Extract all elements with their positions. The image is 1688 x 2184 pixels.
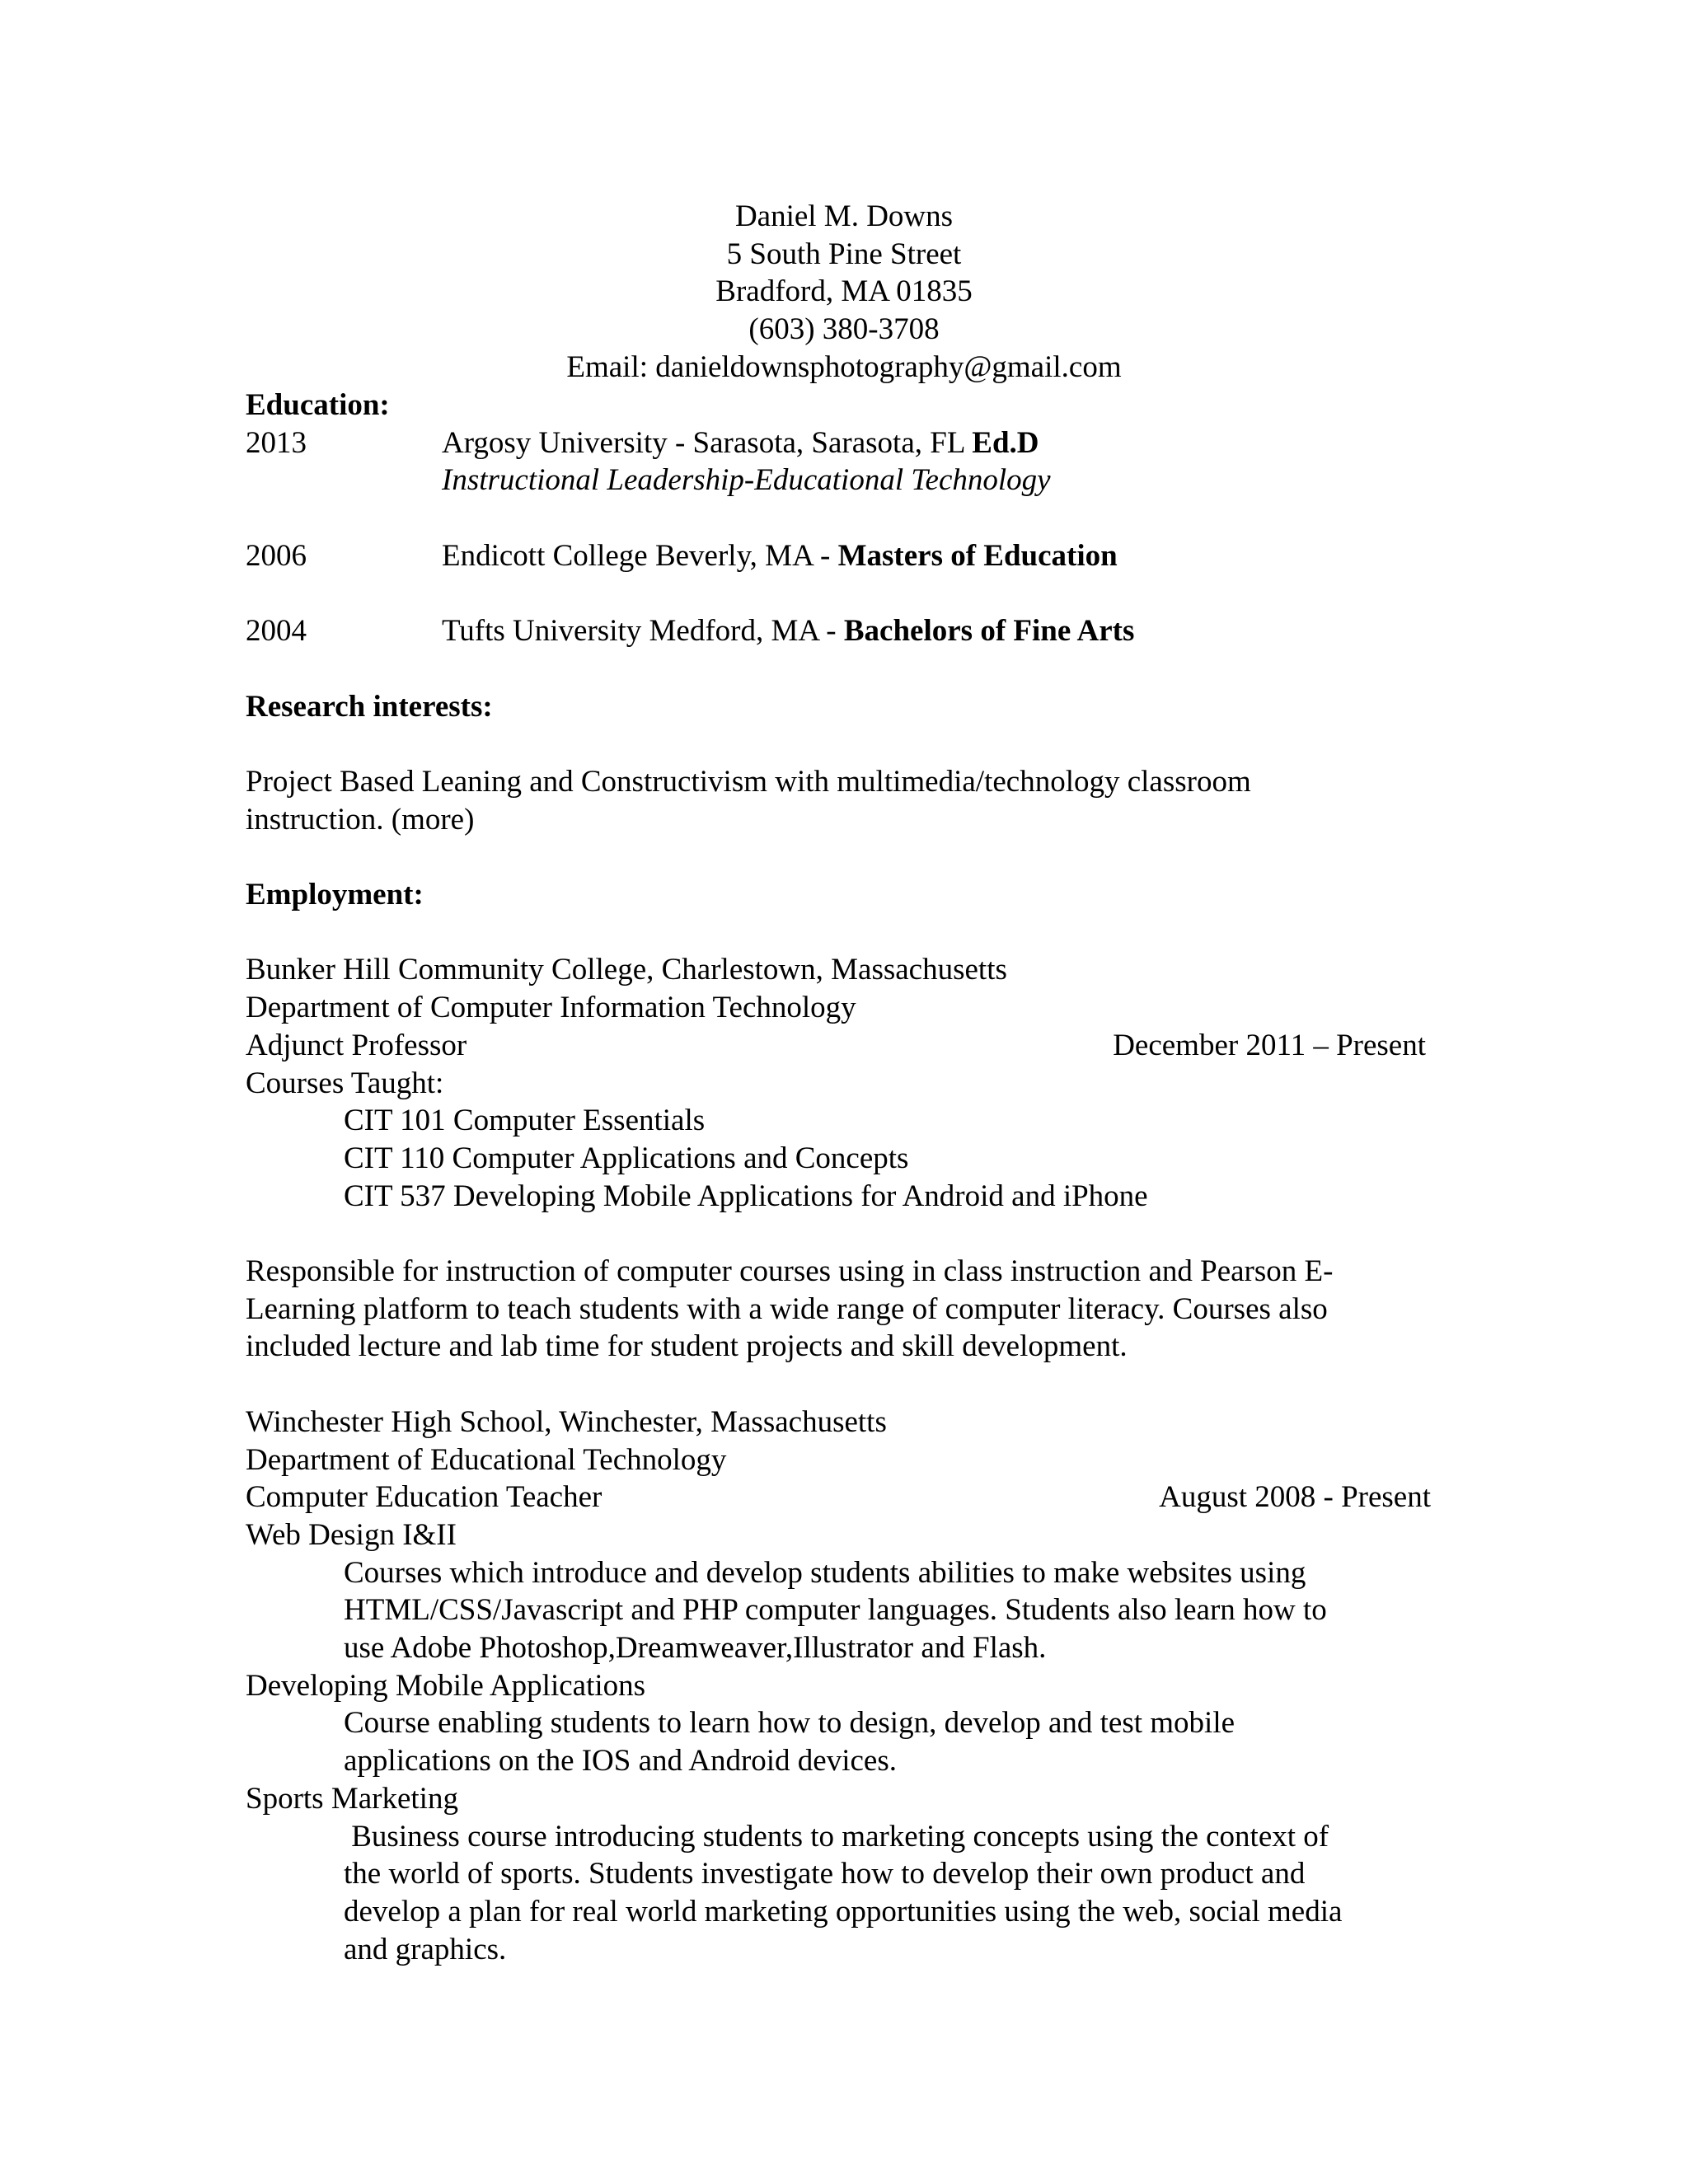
course-description-line: use Adobe Photoshop,Dreamweaver,Illustrator and Flash.: [344, 1631, 1047, 1666]
phone-number: (603) 380-3708: [748, 312, 940, 347]
street-address: 5 South Pine Street: [726, 237, 962, 271]
education-school: Endicott College Beverly, MA -: [442, 538, 838, 573]
course-description-line: Course enabling students to learn how to design, develop and test mobile: [344, 1706, 1236, 1741]
education-degree: Masters of Education: [837, 538, 1118, 573]
education-heading: Education:: [246, 388, 390, 422]
education-entry: [246, 424, 1432, 499]
course-name: Developing Mobile Applications: [246, 1668, 646, 1703]
education-degree: Bachelors of Fine Arts: [843, 614, 1135, 649]
course-name: Sports Marketing: [246, 1781, 458, 1816]
education-year: 2006: [246, 538, 307, 573]
job-institution: Bunker Hill Community College, Charlestown, Massachusetts: [246, 953, 1007, 987]
applicant-name: Daniel M. Downs: [734, 199, 954, 233]
education-school: Tufts University Medford, MA -: [442, 614, 844, 649]
job-institution: Winchester High School, Winchester, Massachusetts: [246, 1404, 887, 1439]
course-description-line: Business course introducing students to marketing concepts using the context of: [344, 1819, 1329, 1854]
job-title: Computer Education Teacher: [246, 1480, 603, 1515]
education-year: 2013: [246, 425, 307, 460]
course-description-line: Courses which introduce and develop students abilities to make websites using: [344, 1555, 1306, 1590]
education-school: Argosy University - Sarasota, Sarasota, FL: [442, 425, 973, 460]
education-entry: [246, 537, 1432, 575]
education-entry: [246, 612, 1432, 650]
job-department: Department of Educational Technology: [246, 1442, 727, 1477]
job-description-line: Learning platform to teach students with a wide range of computer literacy. Courses also: [246, 1291, 1328, 1326]
job-title-row: [246, 1479, 1431, 1516]
job-dates: August 2008 - Present: [1159, 1480, 1431, 1515]
education-degree: Ed.D: [972, 425, 1039, 460]
course-description-line: the world of sports. Students investigate how to develop their own product and: [344, 1857, 1306, 1891]
course-item: CIT 110 Computer Applications and Concepts: [344, 1141, 909, 1175]
course-description-line: HTML/CSS/Javascript and PHP computer languages. Students also learn how to: [344, 1593, 1327, 1628]
job-department: Department of Computer Information Technology: [246, 991, 856, 1025]
research-text-line: Project Based Leaning and Constructivism with multimedia/technology classroom: [246, 764, 1251, 799]
education-year: 2004: [246, 614, 307, 649]
course-description-line: applications on the IOS and Android devices.: [344, 1744, 898, 1779]
job-dates: December 2011 – Present: [1113, 1028, 1426, 1062]
city-state-zip: Bradford, MA 01835: [715, 274, 973, 309]
job-description-line: Responsible for instruction of computer courses using in class instruction and Pearson E-: [246, 1254, 1334, 1289]
course-item: CIT 101 Computer Essentials: [344, 1104, 706, 1138]
course-description-line: and graphics.: [344, 1932, 507, 1966]
job-description-line: included lecture and lab time for student projects and skill development.: [246, 1329, 1128, 1364]
job-title: Adjunct Professor: [246, 1028, 467, 1062]
research-text-line: instruction. (more): [246, 802, 475, 837]
email-address: Email: danieldownsphotography@gmail.com: [566, 349, 1122, 384]
courses-label: Courses Taught:: [246, 1066, 444, 1100]
contact-header: [0, 198, 1688, 387]
resume-body: [246, 387, 1432, 1968]
course-item: CIT 537 Developing Mobile Applications for Android and iPhone: [344, 1179, 1148, 1213]
education-concentration: Instructional Leadership-Educational Technology: [442, 463, 1051, 498]
course-name: Web Design I&II: [246, 1517, 457, 1552]
course-description-line: develop a plan for real world marketing opportunities using the web, social media: [344, 1895, 1343, 1929]
employment-heading: Employment:: [246, 878, 424, 912]
job-title-row: [246, 1027, 1426, 1065]
research-heading: Research interests:: [246, 689, 493, 724]
